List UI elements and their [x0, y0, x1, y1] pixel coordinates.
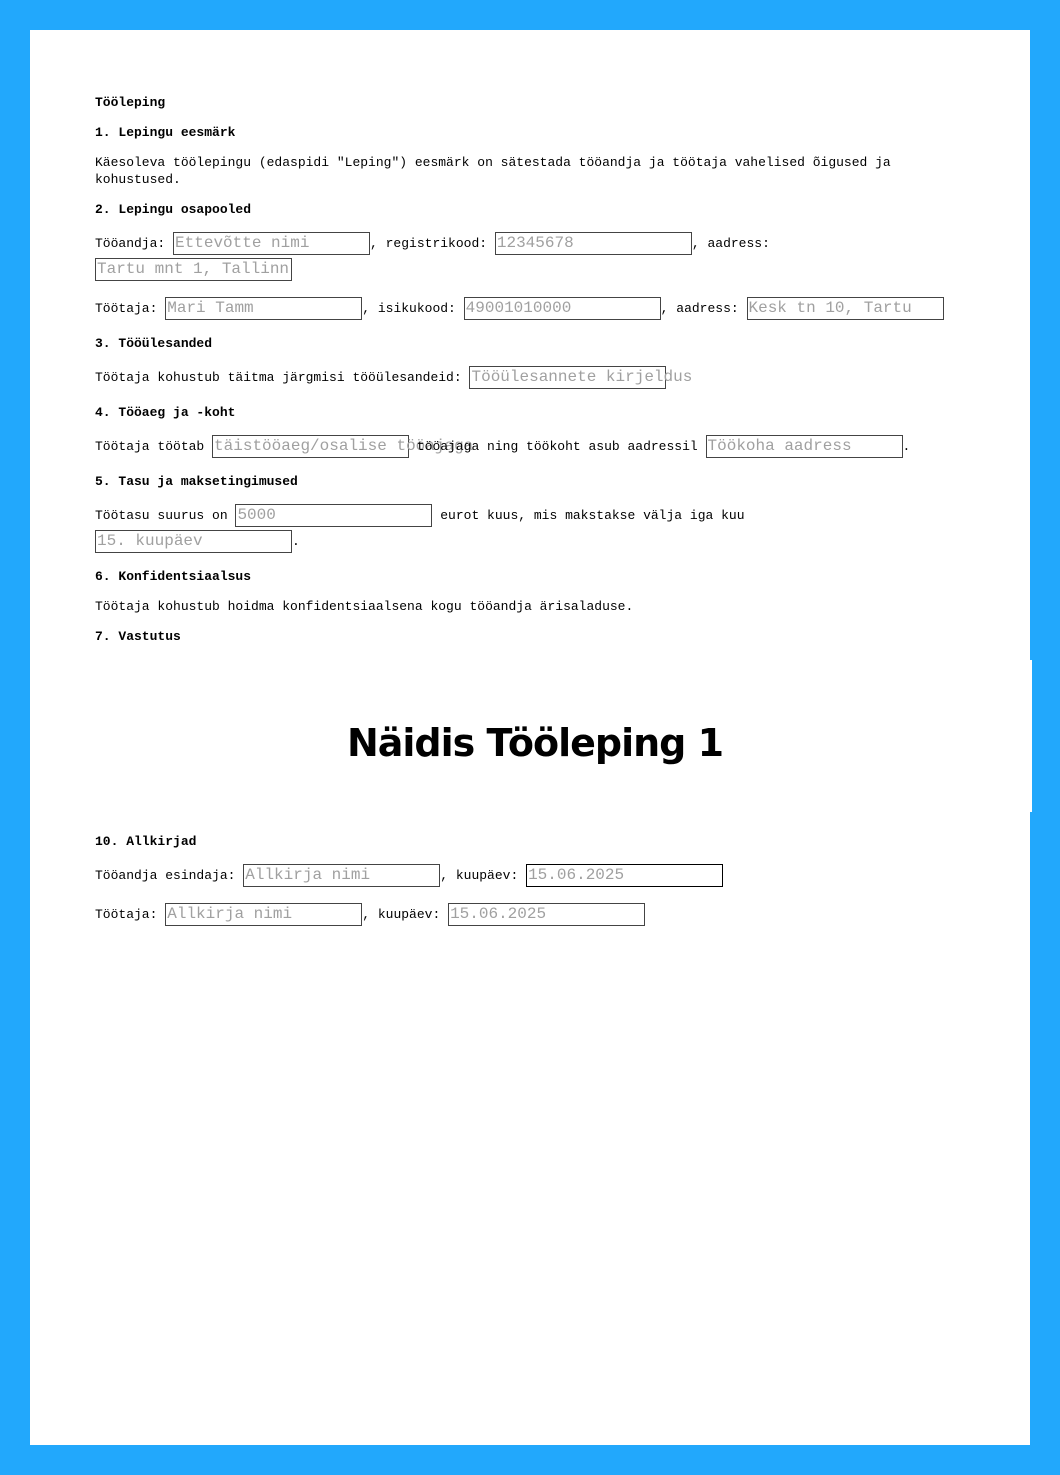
employee-address-label: , aadress: — [660, 301, 739, 316]
employer-address-field[interactable]: Tartu mnt 1, Tallinn — [95, 258, 292, 281]
duties-text: Töötaja kohustub täitma järgmisi tööülesandeid: — [95, 370, 462, 385]
emp-label: Töötaja: — [95, 907, 158, 922]
salary-field[interactable]: 5000 — [235, 504, 432, 527]
section-1-text: Käesoleva töölepingu (edaspidi "Leping") eesmärk on sätestada tööandja ja töötaja vahelised õigused ja kohustused. — [95, 155, 891, 187]
worktime-field[interactable]: täistööaeg/osalise tööajaga — [212, 435, 409, 458]
employee-address-field[interactable]: Kesk tn 10, Tartu — [747, 297, 944, 320]
salary-end: . — [292, 534, 300, 549]
reg-code-label: , registrikood: — [370, 236, 488, 251]
document-content — [95, 94, 975, 941]
banner-title: Näidis Tööleping 1 — [346, 721, 724, 765]
section-6-text: Töötaja kohustub hoidma konfidentsiaalsena kogu tööandja ärisaladuse. — [95, 599, 634, 614]
section-4-heading: 4. Tööaeg ja -koht — [95, 405, 236, 420]
employer-name-field[interactable]: Ettevõtte nimi — [173, 232, 370, 255]
employer-row — [95, 231, 975, 283]
employee-row — [95, 296, 975, 322]
rep-label: Tööandja esindaja: — [95, 868, 236, 883]
worktime-row — [95, 434, 975, 460]
page-edge-marker — [1028, 660, 1032, 812]
duties-field[interactable]: Tööülesannete kirjeldus — [469, 366, 666, 389]
reg-code-field[interactable]: 12345678 — [495, 232, 692, 255]
emp-date-label: , kuupäev: — [362, 907, 441, 922]
salary-row — [95, 503, 975, 555]
rep-name-field[interactable]: Allkirja nimi — [243, 864, 440, 887]
id-code-label: , isikukood: — [362, 301, 456, 316]
employer-label: Tööandja: — [95, 236, 166, 251]
employee-label: Töötaja: — [95, 301, 158, 316]
section-7-heading: 7. Vastutus — [95, 629, 181, 644]
section-2-heading: 2. Lepingu osapooled — [95, 202, 252, 217]
payday-field[interactable]: 15. kuupäev — [95, 530, 292, 553]
duties-row — [95, 365, 975, 391]
rep-date-field[interactable]: 15.06.2025 — [526, 864, 723, 887]
salary-text-a: Töötasu suurus on — [95, 508, 228, 523]
section-10-heading: 10. Allkirjad — [95, 834, 197, 849]
rep-signature-row — [95, 863, 975, 889]
employer-address-label: , aadress: — [691, 236, 770, 251]
worktime-end: . — [902, 439, 911, 454]
section-6-heading: 6. Konfidentsiaalsus — [95, 569, 252, 584]
banner-area — [95, 658, 975, 833]
document-page — [30, 30, 1030, 1445]
emp-name-field[interactable]: Allkirja nimi — [165, 903, 362, 926]
rep-date-label: , kuupäev: — [440, 868, 519, 883]
employee-signature-row — [95, 902, 975, 928]
section-5-heading: 5. Tasu ja maksetingimused — [95, 474, 298, 489]
section-1-heading: 1. Lepingu eesmärk — [95, 125, 236, 140]
document-title: Tööleping — [95, 95, 166, 110]
worktime-text-b: tööajaga ning töökoht asub aadressil — [416, 439, 698, 454]
salary-text-b: eurot kuus, mis makstakse välja iga kuu — [440, 508, 745, 523]
employee-name-field[interactable]: Mari Tamm — [165, 297, 362, 320]
worktime-text-a: Töötaja töötab — [95, 439, 205, 454]
section-3-heading: 3. Tööülesanded — [95, 336, 213, 351]
id-code-field[interactable]: 49001010000 — [464, 297, 661, 320]
emp-date-field[interactable]: 15.06.2025 — [448, 903, 645, 926]
workplace-field[interactable]: Töökoha aadress — [706, 435, 903, 458]
